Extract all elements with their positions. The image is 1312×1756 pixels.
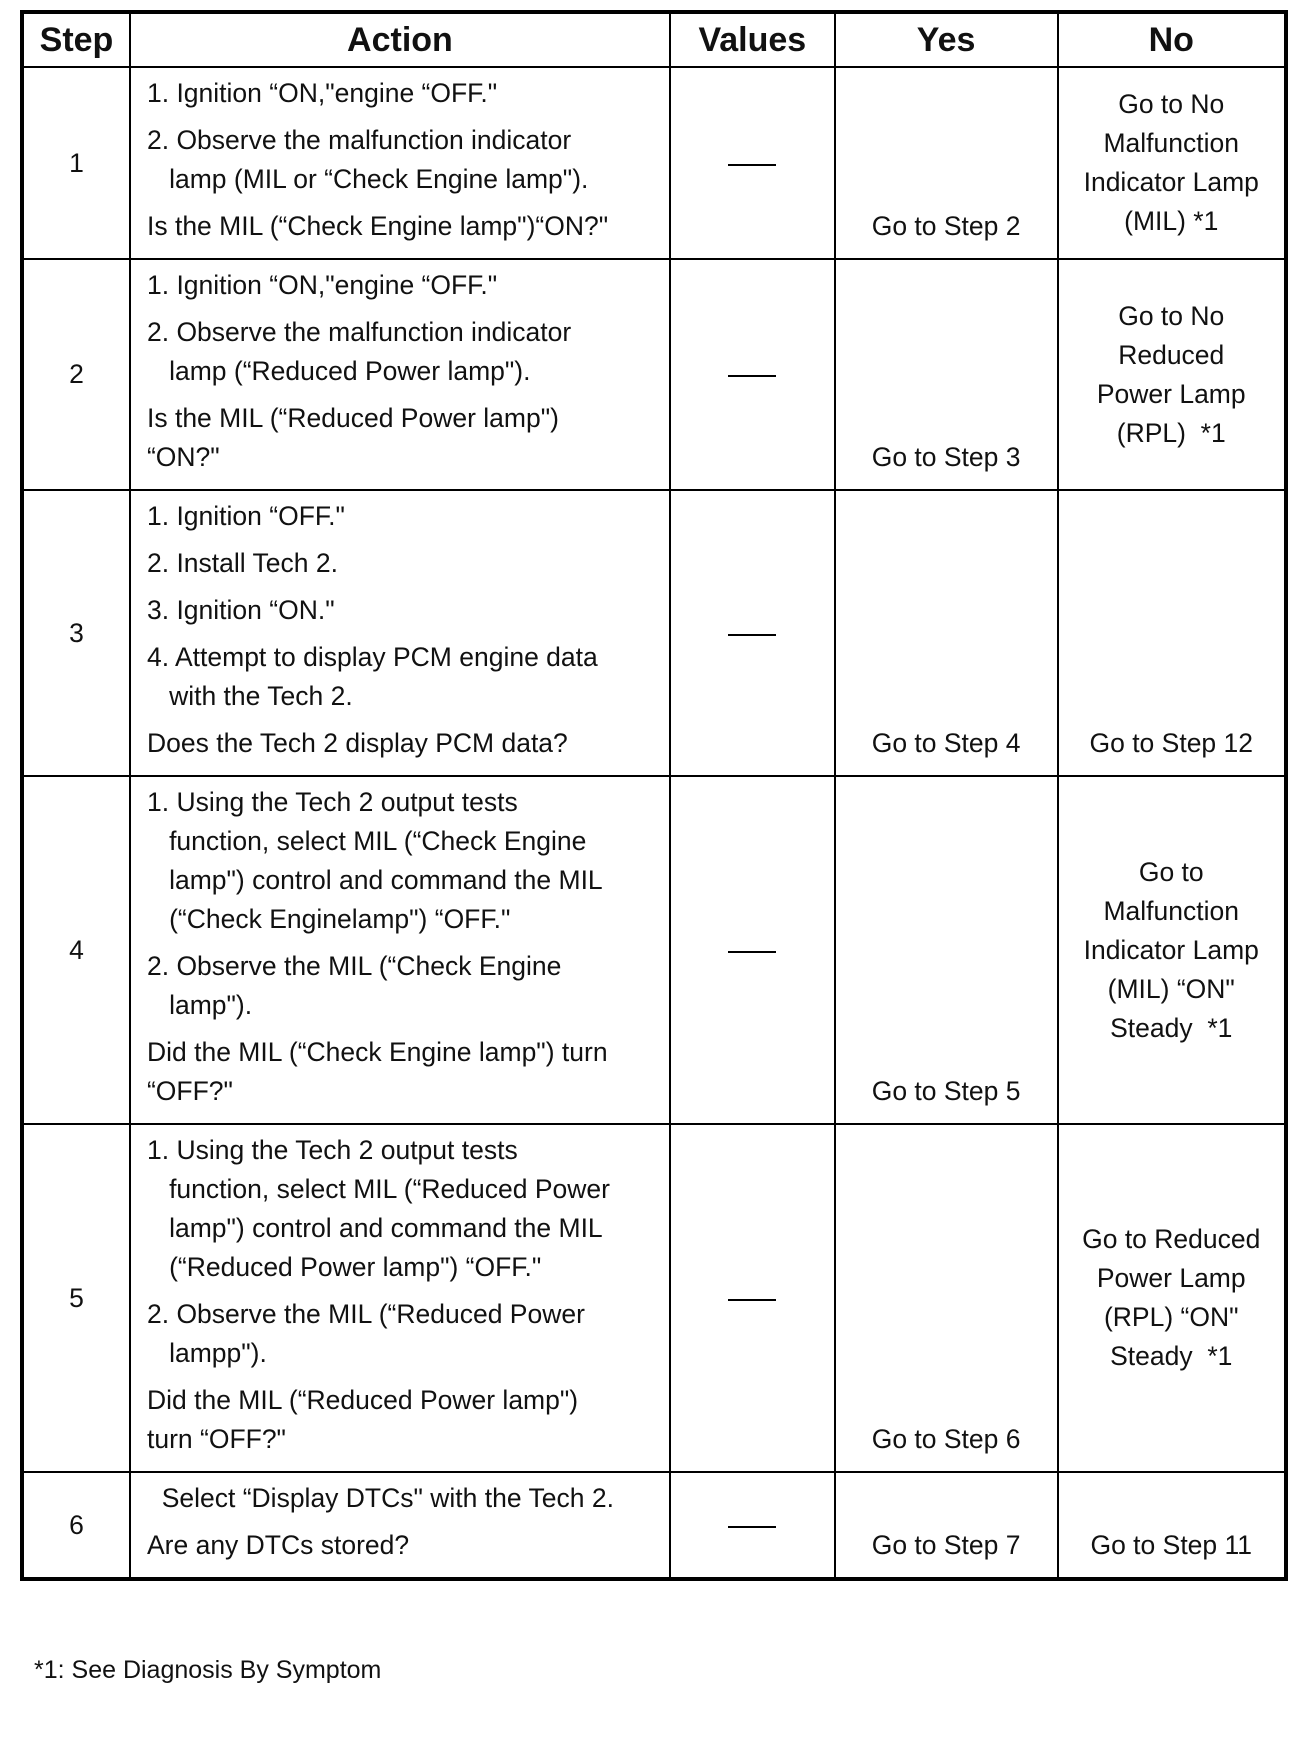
action-line: 1. Ignition “ON,"engine “OFF." bbox=[146, 270, 498, 300]
table-row bbox=[22, 1124, 1286, 1472]
no-line: Go to No bbox=[1118, 300, 1225, 331]
no-line: (RPL) “ON" bbox=[1103, 1302, 1239, 1332]
action-line: 1. Using the Tech 2 output tests bbox=[146, 787, 518, 817]
no-value-dash bbox=[728, 375, 776, 377]
action-cell bbox=[130, 259, 670, 490]
values-cell bbox=[670, 1472, 835, 1579]
action-item bbox=[147, 1131, 661, 1287]
action-question bbox=[147, 399, 661, 477]
action-line: (“Check Enginelamp") “OFF." bbox=[146, 904, 511, 934]
action-cell bbox=[130, 1124, 670, 1472]
no-line: Go to bbox=[1138, 856, 1204, 887]
action-item bbox=[147, 544, 661, 583]
header-step: Step bbox=[22, 12, 130, 67]
action-question bbox=[147, 724, 661, 763]
no-cell bbox=[1058, 1472, 1287, 1579]
no-cell bbox=[1058, 776, 1287, 1124]
table-row bbox=[22, 1472, 1286, 1579]
action-cell bbox=[130, 1472, 670, 1579]
action-cell bbox=[130, 67, 670, 259]
values-cell bbox=[670, 490, 835, 776]
no-cell bbox=[1058, 490, 1287, 776]
action-line: function, select MIL (“Check Engine bbox=[146, 826, 587, 856]
action-item bbox=[147, 121, 661, 199]
action-line: 2. Observe the malfunction indicator bbox=[146, 125, 572, 155]
yes-cell: Go to Step 2 bbox=[835, 67, 1058, 259]
values-cell bbox=[670, 67, 835, 259]
table-row bbox=[22, 490, 1286, 776]
values-cell bbox=[670, 259, 835, 490]
action-item bbox=[147, 591, 661, 630]
action-line: 2. Install Tech 2. bbox=[146, 548, 338, 578]
no-line: Reduced bbox=[1118, 339, 1225, 370]
action-item bbox=[147, 313, 661, 391]
values-cell bbox=[670, 1124, 835, 1472]
header-yes: Yes bbox=[835, 12, 1058, 67]
header-no: No bbox=[1058, 12, 1287, 67]
action-item bbox=[147, 947, 661, 1025]
action-question bbox=[147, 1526, 661, 1565]
action-line: lamp") control and command the MIL bbox=[146, 1213, 603, 1243]
yes-cell: Go to Step 7 bbox=[835, 1472, 1058, 1579]
no-line: Go to Step 11 bbox=[1090, 1530, 1253, 1560]
action-line: with the Tech 2. bbox=[146, 681, 353, 711]
header-action: Action bbox=[130, 12, 670, 67]
question-line: Did the MIL (“Check Engine lamp") turn bbox=[146, 1037, 608, 1067]
no-line: Malfunction bbox=[1103, 128, 1239, 158]
no-cell bbox=[1058, 67, 1287, 259]
action-question bbox=[147, 1381, 661, 1459]
question-line: turn “OFF?" bbox=[146, 1424, 286, 1454]
no-value-dash bbox=[728, 164, 776, 166]
diagnostic-table bbox=[20, 10, 1288, 1581]
action-line: lamp (“Reduced Power lamp"). bbox=[146, 356, 531, 386]
action-line: 3. Ignition “ON." bbox=[146, 595, 335, 625]
yes-cell: Go to Step 6 bbox=[835, 1124, 1058, 1472]
question-line: “OFF?" bbox=[146, 1076, 233, 1106]
no-value-dash bbox=[728, 951, 776, 953]
step-number: 1 bbox=[22, 67, 130, 259]
action-line: lamp"). bbox=[146, 990, 253, 1020]
no-line: (RPL) *1 bbox=[1116, 417, 1226, 448]
action-line: 2. Observe the malfunction indicator bbox=[146, 317, 572, 347]
no-line: Power Lamp bbox=[1096, 378, 1246, 409]
yes-cell: Go to Step 5 bbox=[835, 776, 1058, 1124]
question-line: Is the MIL (“Reduced Power lamp") bbox=[146, 403, 559, 433]
header-values: Values bbox=[670, 12, 835, 67]
table-row bbox=[22, 67, 1286, 259]
no-cell bbox=[1058, 1124, 1287, 1472]
action-item bbox=[147, 497, 661, 536]
action-line: Select “Display DTCs" with the Tech 2. bbox=[146, 1483, 614, 1513]
table-row bbox=[22, 776, 1286, 1124]
step-number: 4 bbox=[22, 776, 130, 1124]
question-line: Does the Tech 2 display PCM data? bbox=[146, 728, 568, 758]
action-line: function, select MIL (“Reduced Power bbox=[146, 1174, 610, 1204]
step-number: 3 bbox=[22, 490, 130, 776]
no-line: Go to No bbox=[1118, 89, 1225, 119]
question-line: Did the MIL (“Reduced Power lamp") bbox=[146, 1385, 579, 1415]
action-item bbox=[147, 74, 661, 113]
action-cell bbox=[130, 490, 670, 776]
action-line: 2. Observe the MIL (“Reduced Power bbox=[146, 1299, 585, 1329]
no-line: Malfunction bbox=[1103, 895, 1239, 926]
action-item bbox=[147, 638, 661, 716]
step-number: 6 bbox=[22, 1472, 130, 1579]
table-row bbox=[22, 259, 1286, 490]
footnote: *1: See Diagnosis By Symptom bbox=[34, 1656, 382, 1684]
no-line: Steady *1 bbox=[1110, 1012, 1233, 1043]
action-question bbox=[147, 207, 661, 246]
action-item bbox=[147, 783, 661, 939]
no-line: (MIL) *1 bbox=[1124, 206, 1219, 236]
no-cell bbox=[1058, 259, 1287, 490]
action-cell bbox=[130, 776, 670, 1124]
no-value-dash bbox=[728, 1299, 776, 1301]
header-row bbox=[22, 12, 1286, 67]
action-line: 1. Using the Tech 2 output tests bbox=[146, 1135, 518, 1165]
yes-cell: Go to Step 4 bbox=[835, 490, 1058, 776]
action-line: 1. Ignition “ON,"engine “OFF." bbox=[146, 78, 498, 108]
no-line: Go to Reduced bbox=[1082, 1224, 1261, 1254]
action-line: 2. Observe the MIL (“Check Engine bbox=[146, 951, 562, 981]
no-line: Power Lamp bbox=[1096, 1263, 1246, 1293]
no-value-dash bbox=[728, 1526, 776, 1528]
question-line: Is the MIL (“Check Engine lamp")“ON?" bbox=[146, 211, 609, 241]
question-line: Are any DTCs stored? bbox=[146, 1530, 410, 1560]
action-item bbox=[147, 266, 661, 305]
action-line: 1. Ignition “OFF." bbox=[146, 501, 345, 531]
action-line: lampp"). bbox=[146, 1338, 267, 1368]
question-line: “ON?" bbox=[146, 442, 220, 472]
no-line: Indicator Lamp bbox=[1083, 934, 1259, 965]
no-line: (MIL) “ON" bbox=[1107, 973, 1235, 1004]
step-number: 5 bbox=[22, 1124, 130, 1472]
no-line: Steady *1 bbox=[1110, 1341, 1233, 1371]
values-cell bbox=[670, 776, 835, 1124]
no-line: Indicator Lamp bbox=[1083, 167, 1259, 197]
action-line: (“Reduced Power lamp") “OFF." bbox=[146, 1252, 542, 1282]
action-line: lamp (MIL or “Check Engine lamp"). bbox=[146, 164, 589, 194]
action-item bbox=[147, 1479, 661, 1518]
action-question bbox=[147, 1033, 661, 1111]
yes-cell: Go to Step 3 bbox=[835, 259, 1058, 490]
action-line: 4. Attempt to display PCM engine data bbox=[146, 642, 598, 672]
action-line: lamp") control and command the MIL bbox=[146, 865, 603, 895]
no-value-dash bbox=[728, 634, 776, 636]
step-number: 2 bbox=[22, 259, 130, 490]
no-line: Go to Step 12 bbox=[1089, 728, 1254, 758]
action-item bbox=[147, 1295, 661, 1373]
